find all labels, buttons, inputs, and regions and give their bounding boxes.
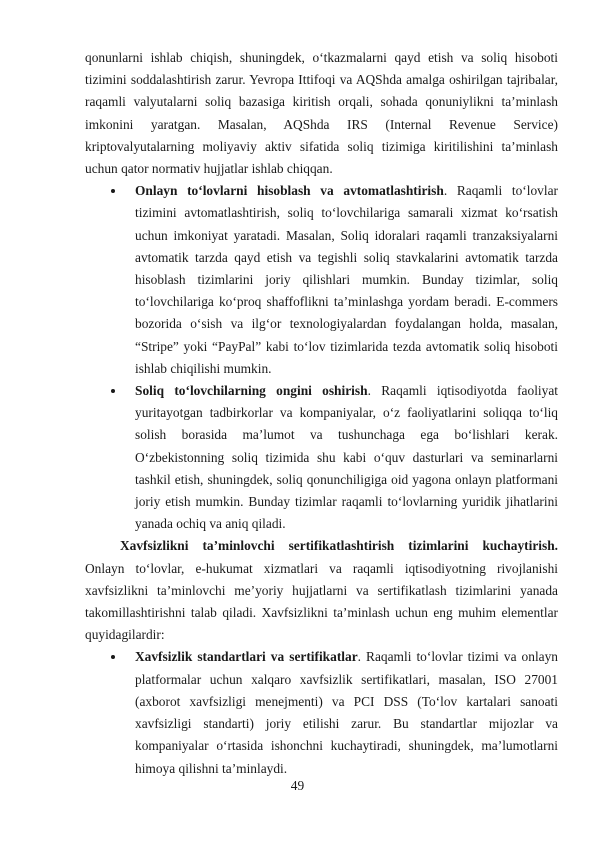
section-paragraph [85,535,558,646]
bullet-title: Onlayn to‘lovlarni hisoblash va avtomatlashtirish [135,183,444,199]
bullet-text: . Raqamli to‘lovlar tizimi va onlayn platformalar uchun xalqaro xavfsizlik sertifikatlari, masalan, ISO 27001 (axborot xavfsizligi menejmenti) va PCI DSS (To‘lov kartalari sanoati xavfsizligi standarti) joriy etilishi zarur. Bu standartlar mijozlar va kompaniyalar o‘rtasida ishonchni kuchaytiradi, shuningdek, ma’lumotlarni himoya qilishni ta’minlaydi. [135,649,559,776]
bullet-title: Xavfsizlik standartlari va sertifikatlar [135,649,358,665]
section-text: Onlayn to‘lovlar, e-hukumat xizmatlari va raqamli iqtisodiyotning rivojlanishi xavfsizlikni ta’minlovchi me’yoriy hujjatlarni va sertifikatlash tizimlarini yanada takomillashtirishni talab qiladi. Xavfsizlikni ta’minlash uchun eng muhim elementlar quyidagilardir: [85,560,558,643]
bullet-text: . Raqamli iqtisodiyotda faoliyat yuritayotgan tadbirkorlar va kompaniyalar, o‘z faoliyatlarini soliqqa to‘liq solish borasida ma’lumot va tushunchaga ega bo‘lishlari kerak. O‘zbekistonning soliq tizimida shu kabi o‘quv dasturlari va seminarlarni tashkil etish, shuningdek, soliq qonunchiligiga oid yagona onlayn platformani joriy etish mumkin. Bunday tizimlar raqamli to‘lovlarning yuridik jihatlarini yanada ochiq va aniq qiladi. [135,383,559,532]
bullet-dot-icon [111,189,115,193]
bullet-item-automation [85,180,558,380]
bullet-dot-icon [111,389,115,393]
bullet-item-security [85,646,558,779]
intro-paragraph: qonunlarni ishlab chiqish, shuningdek, o‘tkazmalarni qayd etish va soliq hisoboti tizimini soddalashtirish zarur. Yevropa Ittifoqi va AQShda amalga oshirilgan tajribalar, raqamli valyutalarni soliq bazasiga kiritish orqali, sohada qonuniylikni ta’minlash imkonini yaratgan. Masalan, AQShda IRS (Internal Revenue Service) kriptovalyutalarning moliyaviy aktiv sifatida soliq tizimiga kiritilishini ta’minlash uchun qator normativ hujjatlar ishlab chiqqan. [85,50,558,177]
section-heading: Xavfsizlikni ta’minlovchi sertifikatlashtirish tizimlarini kuchaytirish. [120,538,558,554]
bullet-item-awareness [85,380,558,535]
page-number: 49 [290,778,305,793]
bullet-title: Soliq to‘lovchilarning ongini oshirish [135,383,368,399]
bullet-text: . Raqamli to‘lovlar tizimini avtomatlashtirish, soliq to‘lovchilariga samarali xizmat ko‘rsatish uchun imkoniyat yaratadi. Masalan, Soliq idoralari raqamli tranzaksiyalarni avtomatik tarzda qayd etish va tegishli soliq stavkalarini avtomatik tarzda hisoblash tizimlarini joriy qilishlari mumkin. Bunday tizimlar, soliq to‘lovchilariga ko‘proq shaffoflikni ta’minlashga yordam beradi. E-commers bozorida o‘sish va ilg‘or texnologiyalardan foydalangan holda, masalan, “Stripe” yoki “PayPal” kabi to‘lov tizimlarida tezda avtomatik soliq hisoboti ishlab chiqilishi mumkin. [135,183,558,376]
bullet-dot-icon [111,655,115,659]
document-page [85,47,558,780]
